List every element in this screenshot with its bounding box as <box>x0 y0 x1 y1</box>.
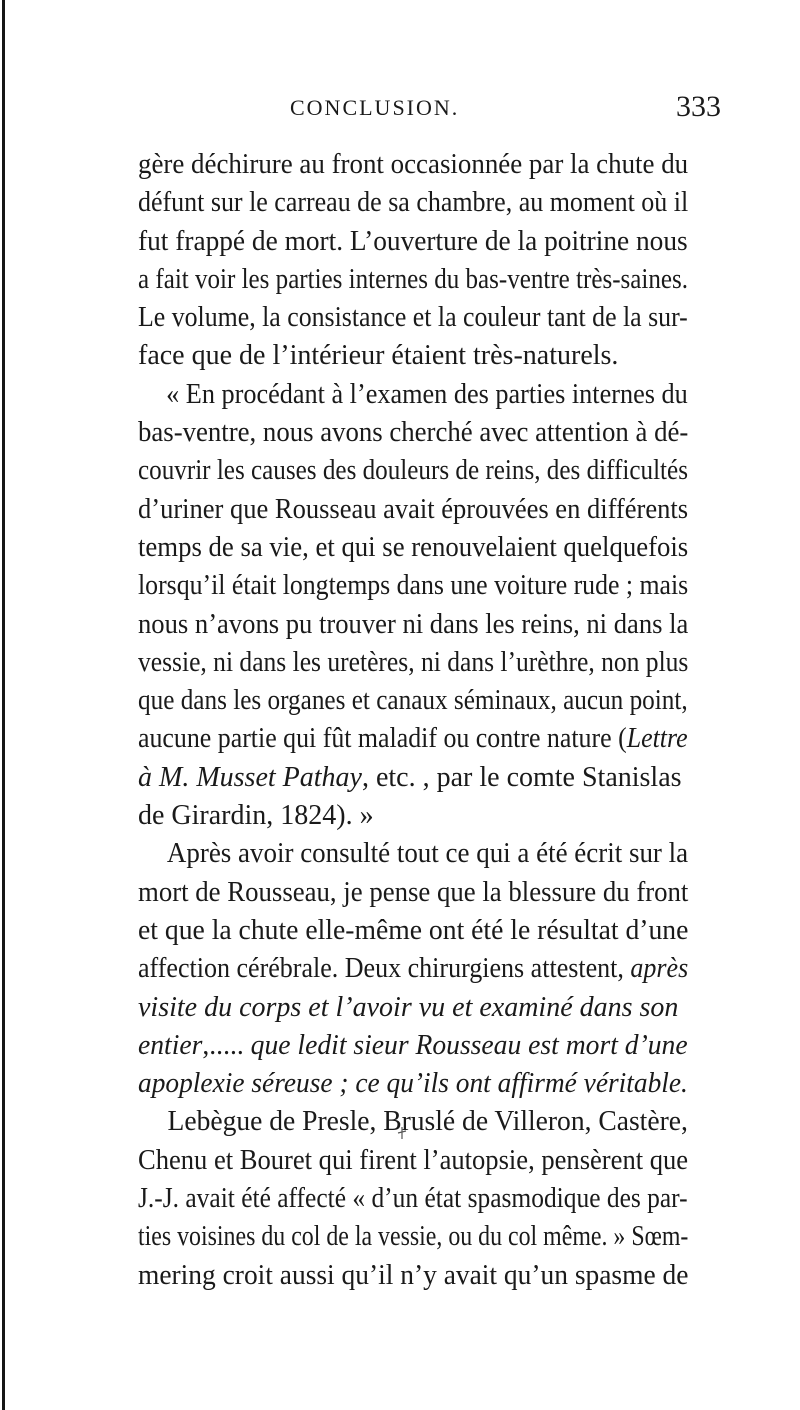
text-segment: affection cérébrale. Deux chirurgiens attestent, <box>138 953 631 985</box>
text-segment: défunt sur le carreau de sa chambre, au moment où il <box>138 187 689 219</box>
text-segment: aucune partie qui fût maladif ou contre nature ( <box>138 723 627 755</box>
text-line <box>138 1027 688 1065</box>
text-line <box>138 491 689 529</box>
text-segment: Après avoir consulté tout ce qui a été écrit sur la <box>166 838 689 870</box>
text-segment: de Girardin, 1824). » <box>138 800 374 832</box>
text-line <box>138 452 688 490</box>
text-segment: , etc. , par le comte Stanislas <box>361 761 682 793</box>
text-line <box>138 720 688 758</box>
text-segment: nous n’avons pu trouver ni dans les reins, ni dans la <box>138 608 689 640</box>
body-text <box>138 146 688 1295</box>
text-line <box>138 184 689 222</box>
italic-text: entier <box>138 1029 203 1061</box>
text-line <box>138 950 689 988</box>
text-segment: vessie, ni dans les uretères, ni dans l’urèthre, non plus <box>138 646 689 678</box>
text-line <box>138 529 689 567</box>
text-line <box>138 1065 688 1103</box>
text-line <box>138 223 688 261</box>
text-line <box>138 1257 689 1295</box>
text-segment: ,..... <box>202 1029 251 1061</box>
text-line <box>138 261 689 299</box>
text-line <box>138 606 689 644</box>
italic-text: apoplexie séreuse ; ce qu’ils ont affirmé véritable. <box>138 1068 688 1100</box>
text-line <box>138 299 688 337</box>
text-segment: gère déchirure au front occasionnée par la chute du <box>138 149 689 180</box>
italic-text: visite du corps et l’avoir vu et examiné dans son <box>138 991 679 1023</box>
text-segment: que dans les organes et canaux séminaux, aucun point, <box>138 685 688 717</box>
text-segment: Lebègue de Presle, Bruslé de Villeron, Castère, <box>167 1106 688 1138</box>
running-head: CONCLUSION. <box>290 95 460 120</box>
text-segment: d’uriner que Rousseau avait éprouvées en différents <box>138 493 689 525</box>
text-line <box>138 644 689 682</box>
text-segment: a fait voir les parties internes du bas-ventre très-saines. <box>138 263 689 295</box>
italic-text: après <box>630 953 689 985</box>
text-segment: temps de sa vie, et qui se renouvelaient quelquefois <box>138 531 689 563</box>
text-segment: face que de l’intérieur étaient très-naturels. <box>138 340 619 372</box>
text-segment: lorsqu’il était longtemps dans une voiture rude ; mais <box>138 570 689 602</box>
stray-ink-mark <box>395 1126 409 1140</box>
text-line <box>138 912 689 950</box>
text-line <box>138 1218 689 1256</box>
text-segment: mering croit aussi qu’il n’y avait qu’un spasme de <box>138 1259 689 1291</box>
text-line <box>138 759 688 797</box>
text-segment: fut frappé de mort. L’ouverture de la poitrine nous <box>138 225 688 257</box>
text-segment: Le volume, la consistance et la couleur tant de la sur- <box>138 302 688 334</box>
text-segment: bas-ventre, nous avons cherché avec attention à dé- <box>138 417 689 449</box>
italic-text: à M. Musset Pathay <box>138 761 362 793</box>
text-line <box>138 797 688 835</box>
text-line <box>138 1180 688 1218</box>
text-line <box>138 835 689 873</box>
text-line <box>138 567 689 605</box>
page-number: 333 <box>676 90 721 123</box>
text-line <box>138 989 688 1027</box>
text-segment: « En procédant à l’examen des parties internes du <box>166 378 688 410</box>
text-line <box>138 337 688 375</box>
italic-text: Lettre <box>626 723 688 755</box>
text-segment: Chenu et Bouret qui firent l’autopsie, pensèrent que <box>138 1144 689 1176</box>
text-line <box>138 1142 689 1180</box>
text-segment: ties voisines du col de la vessie, ou du col même. » Sœm- <box>138 1221 689 1253</box>
italic-text: que ledit sieur Rousseau est mort d’une <box>250 1029 688 1061</box>
text-line <box>138 682 688 720</box>
text-line <box>138 874 689 912</box>
text-segment: et que la chute elle-même ont été le résultat d’une <box>138 914 689 946</box>
text-segment: J.-J. avait été affecté « d’un état spasmodique des par- <box>138 1183 688 1215</box>
text-line <box>138 146 689 184</box>
text-line <box>138 414 689 452</box>
text-line <box>138 376 688 414</box>
text-segment: mort de Rousseau, je pense que la blessure du front <box>138 876 689 908</box>
text-segment: couvrir les causes des douleurs de reins, des difficultés <box>138 455 688 487</box>
